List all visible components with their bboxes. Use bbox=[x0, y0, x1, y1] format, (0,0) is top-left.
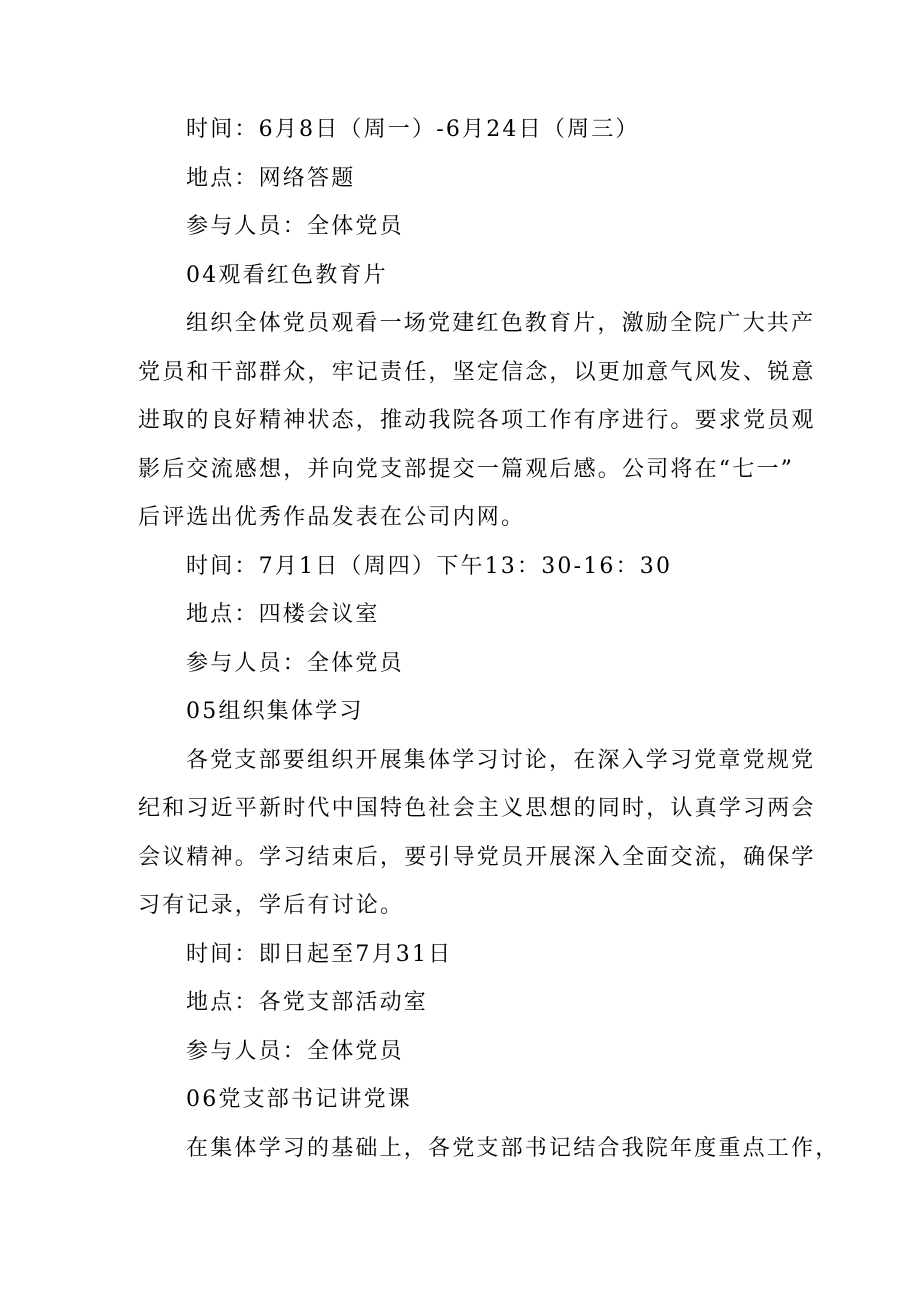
event-place: 地点：各党支部活动室 bbox=[186, 990, 429, 1015]
event-participants: 参与人员：全体党员 bbox=[186, 650, 404, 676]
event-time: 时间：7月1日（周四）下午13：30-16：30 bbox=[186, 553, 673, 579]
paragraph-line: 组织全体党员观看一场党建红色教育片，激励全院广大共产 bbox=[186, 311, 816, 336]
paragraph-line: 后评选出优秀作品发表在公司内网。 bbox=[138, 505, 526, 530]
section-heading: 05组织集体学习 bbox=[186, 699, 364, 724]
paragraph-line: 纪和习近平新时代中国特色社会主义思想的同时，认真学习两会 bbox=[138, 796, 816, 821]
event-participants: 参与人员：全体党员 bbox=[186, 214, 404, 239]
event-time: 时间：即日起至7月31日 bbox=[186, 941, 453, 967]
event-participants: 参与人员：全体党员 bbox=[186, 1038, 404, 1064]
paragraph-line: 会议精神。学习结束后，要引导党员开展深入全面交流，确保学 bbox=[138, 844, 816, 870]
paragraph-line: 党员和干部群众，牢记责任，坚定信念，以更加意气风发、锐意 bbox=[138, 359, 816, 385]
section-heading: 04观看红色教育片 bbox=[186, 262, 388, 288]
event-place: 地点：网络答题 bbox=[186, 165, 356, 191]
event-place: 地点：四楼会议室 bbox=[186, 602, 380, 627]
paragraph-line: 习有记录，学后有讨论。 bbox=[138, 893, 405, 918]
event-time: 时间：6月8日（周一）-6月24日（周三） bbox=[186, 117, 640, 142]
paragraph-line: 在集体学习的基础上，各党支部书记结合我院年度重点工作， bbox=[186, 1135, 840, 1161]
paragraph-line: 进取的良好精神状态，推动我院各项工作有序进行。要求党员观 bbox=[138, 408, 816, 433]
paragraph-line: 影后交流感想，并向党支部提交一篇观后感。公司将在“七一” bbox=[138, 456, 795, 482]
paragraph-line: 各党支部要组织开展集体学习讨论，在深入学习党章党规党 bbox=[186, 747, 816, 773]
section-heading: 06党支部书记讲党课 bbox=[186, 1087, 412, 1112]
document-body bbox=[138, 106, 840, 1173]
